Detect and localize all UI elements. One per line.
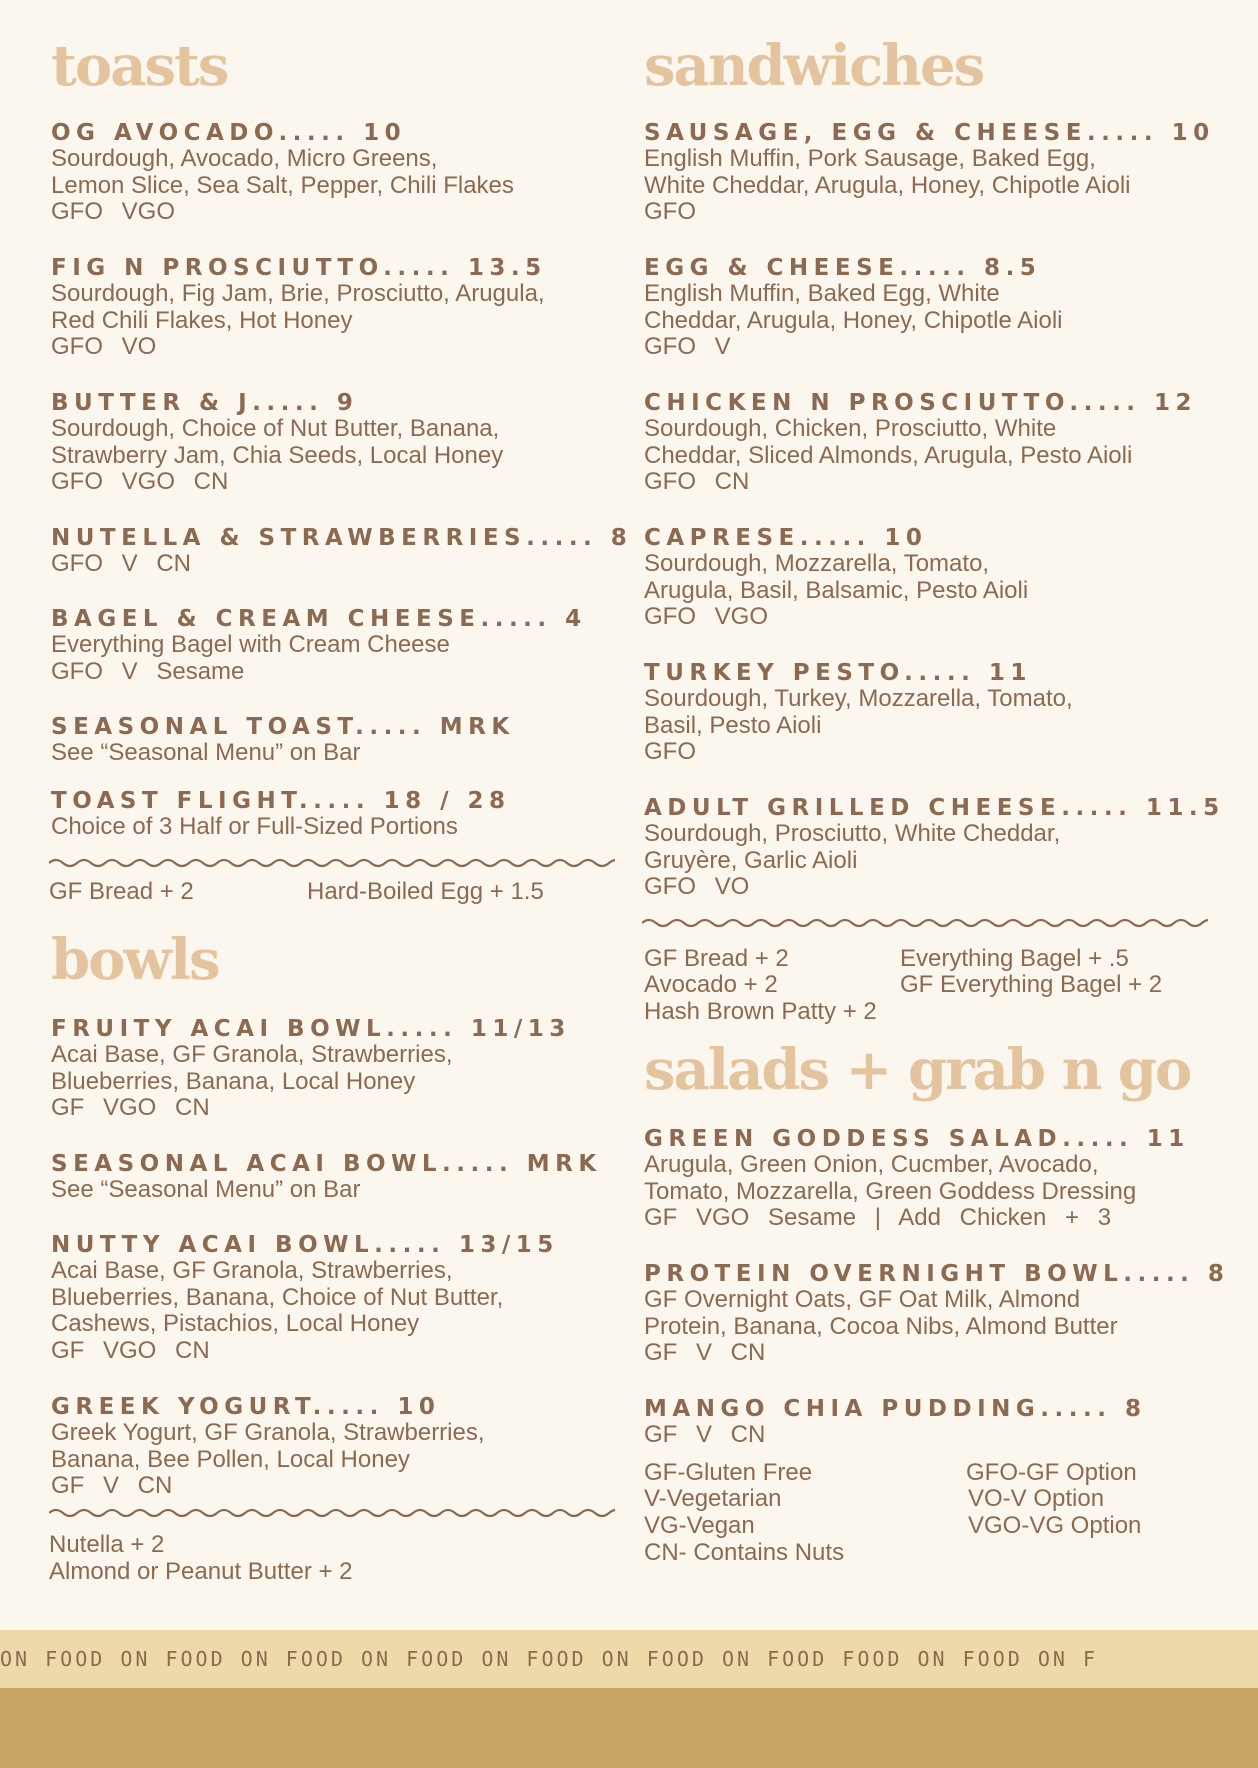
item-diet-tags: GF V CN [644,1339,766,1366]
ticker-text: ON FOOD ON FOOD ON FOOD ON FOOD ON FOOD ON FOOD ON FOOD FOOD ON FOOD ON F [0,1647,1098,1671]
item-diet-tags: GFO VO [644,873,750,900]
menu-item-seasonal-toast [51,714,631,767]
item-diet-tags: GFO VGO [51,198,176,225]
menu-item-protein-overnight-bowl [644,1261,1230,1367]
menu-item-fruity-acai-bowl [51,1016,631,1122]
item-name: NUTELLA & STRAWBERRIES..... 8 [51,525,633,551]
item-diet-tags: GFO CN [644,468,750,495]
item-description: Gruyère, Garlic Aioli [644,846,858,874]
item-name: CHICKEN N PROSCIUTTO..... 12 [644,390,1198,416]
item-name: FRUITY ACAI BOWL..... 11/13 [51,1016,571,1042]
item-diet-tags: GF VGO CN [51,1094,210,1121]
sandwiches-addon-gf-everything-bagel: GF Everything Bagel + 2 [900,971,1163,998]
item-diet-tags: GFO V CN [51,550,192,577]
item-description: Greek Yogurt, GF Granola, Strawberries, [51,1419,485,1446]
menu-item-adult-grilled-cheese [644,795,1224,901]
wavy-divider-bowls [49,1506,615,1520]
item-description: Strawberry Jam, Chia Seeds, Local Honey [51,441,504,469]
item-description: Sourdough, Fig Jam, Brie, Prosciutto, Arugula, [51,280,545,307]
section-title-bowls: bowls [51,927,219,993]
wavy-divider-sandwiches [642,916,1208,930]
footer-band [0,1688,1258,1768]
item-description: English Muffin, Pork Sausage, Baked Egg, [644,145,1096,172]
menu-item-mango-chia-pudding [644,1396,1224,1449]
item-description: Arugula, Basil, Balsamic, Pesto Aioli [644,576,1029,604]
item-description: See “Seasonal Menu” on Bar [51,739,361,766]
item-description: Sourdough, Avocado, Micro Greens, [51,145,438,172]
section-title-salads: salads + grab n go [644,1037,1191,1103]
item-description: Sourdough, Choice of Nut Butter, Banana, [51,415,500,442]
sandwiches-addon-everything-bagel: Everything Bagel + .5 [900,945,1129,972]
item-name: TOAST FLIGHT..... 18 / 28 [51,788,511,814]
item-diet-tags: GF VGO CN [51,1336,210,1364]
menu-item-chicken-n-prosciutto [644,390,1224,496]
sandwiches-addon-avocado: Avocado + 2 [644,971,778,998]
sandwiches-addon-gf-bread: GF Bread + 2 [644,945,789,972]
legend-v: V-Vegetarian [644,1485,782,1512]
item-name: BAGEL & CREAM CHEESE..... 4 [51,606,587,632]
bowls-addon-nut-butter: Almond or Peanut Butter + 2 [49,1558,353,1585]
legend-vo: VO-V Option [968,1485,1105,1512]
item-name: EGG & CHEESE..... 8.5 [644,255,1042,281]
item-name: GREEN GODDESS SALAD..... 11 [644,1126,1190,1152]
item-diet-tags: GFO VO [51,333,157,360]
menu-item-turkey-pesto [644,660,1224,766]
menu-item-greek-yogurt [51,1394,631,1500]
item-description: English Muffin, Baked Egg, White [644,280,1000,307]
item-description: See “Seasonal Menu” on Bar [51,1176,361,1203]
menu-item-sausage-egg-cheese [644,120,1224,226]
item-description: Arugula, Green Onion, Cucmber, Avocado, [644,1151,1099,1178]
item-diet-tags: GF V CN [644,1421,766,1448]
menu-item-nutella-strawberries [51,525,631,578]
sandwiches-addon-hash-brown: Hash Brown Patty + 2 [644,998,877,1025]
item-description: Blueberries, Banana, Choice of Nut Butter, [51,1283,504,1311]
item-diet-tags: GF V CN [51,1472,173,1499]
item-name: CAPRESE..... 10 [644,525,928,551]
item-description: GF Overnight Oats, GF Oat Milk, Almond [644,1286,1081,1313]
menu-item-bagel-cream-cheese [51,606,631,685]
menu-item-toast-flight [51,788,631,841]
item-description: Sourdough, Prosciutto, White Cheddar, [644,820,1061,847]
section-title-toasts: toasts [51,33,228,99]
item-name: NUTTY ACAI BOWL..... 13/15 [51,1232,559,1258]
bowls-addon-nutella: Nutella + 2 [49,1531,165,1558]
item-description: Red Chili Flakes, Hot Honey [51,306,353,334]
legend-cn: CN- Contains Nuts [644,1539,845,1566]
item-description: Basil, Pesto Aioli [644,711,822,739]
item-name: GREEK YOGURT..... 10 [51,1394,441,1420]
item-description: Lemon Slice, Sea Salt, Pepper, Chili Flakes [51,171,514,199]
item-name: BUTTER & J..... 9 [51,390,359,416]
toasts-addon-egg: Hard-Boiled Egg + 1.5 [307,878,544,905]
item-description: Banana, Bee Pollen, Local Honey [51,1445,410,1473]
item-description: Choice of 3 Half or Full-Sized Portions [51,813,458,840]
item-description: Everything Bagel with Cream Cheese [51,631,450,658]
item-name: ADULT GRILLED CHEESE..... 11.5 [644,795,1225,821]
item-name: OG AVOCADO..... 10 [51,120,407,146]
toasts-addon-gf-bread: GF Bread + 2 [49,878,194,905]
item-name: PROTEIN OVERNIGHT BOWL..... 8 [644,1261,1230,1287]
ticker-strip [0,1630,1258,1688]
item-description: White Cheddar, Arugula, Honey, Chipotle Aioli [644,171,1131,199]
legend-gfo: GFO-GF Option [966,1459,1137,1486]
legend-gf: GF-Gluten Free [644,1459,813,1486]
item-description: Sourdough, Mozzarella, Tomato, [644,550,990,577]
menu-item-butter-j [51,390,631,496]
item-name: FIG N PROSCIUTTO..... 13.5 [51,255,547,281]
item-diet-tags: GFO [644,738,696,765]
item-description: Cheddar, Arugula, Honey, Chipotle Aioli [644,306,1063,334]
wavy-divider-toasts [49,856,615,870]
item-description: Blueberries, Banana, Local Honey [51,1067,416,1095]
item-diet-tags: GFO V [644,333,731,360]
menu-item-caprese [644,525,1224,631]
item-name: TURKEY PESTO..... 11 [644,660,1032,686]
item-name: SAUSAGE, EGG & CHEESE..... 10 [644,120,1215,146]
menu-item-green-goddess-salad [644,1126,1224,1232]
item-diet-tags: GFO [644,198,696,225]
item-name: MANGO CHIA PUDDING..... 8 [644,1396,1147,1422]
menu-item-nutty-acai-bowl [51,1232,631,1364]
item-description: Cheddar, Sliced Almonds, Arugula, Pesto Aioli [644,441,1133,469]
legend-vgo: VGO-VG Option [968,1512,1142,1539]
menu-item-egg-cheese [644,255,1224,361]
item-description: Sourdough, Chicken, Prosciutto, White [644,415,1057,442]
item-diet-tags: GFO VGO CN [51,468,229,495]
section-title-sandwiches: sandwiches [644,33,984,99]
menu-item-og-avocado [51,120,631,226]
item-description: Cashews, Pistachios, Local Honey [51,1310,420,1337]
item-diet-tags: GF VGO Sesame | Add Chicken + 3 [644,1204,1112,1231]
item-description: Acai Base, GF Granola, Strawberries, [51,1257,453,1284]
item-name: SEASONAL TOAST..... MRK [51,714,515,740]
item-diet-tags: GFO V Sesame [51,657,245,685]
item-description: Sourdough, Turkey, Mozzarella, Tomato, [644,685,1073,712]
item-description: Protein, Banana, Cocoa Nibs, Almond Butter [644,1312,1118,1340]
item-diet-tags: GFO VGO [644,603,769,630]
menu-item-seasonal-acai-bowl [51,1151,631,1204]
item-description: Acai Base, GF Granola, Strawberries, [51,1041,453,1068]
item-description: Tomato, Mozzarella, Green Goddess Dressing [644,1177,1137,1205]
menu-item-fig-n-prosciutto [51,255,631,361]
legend-vg: VG-Vegan [644,1512,755,1539]
item-name: SEASONAL ACAI BOWL..... MRK [51,1151,602,1177]
